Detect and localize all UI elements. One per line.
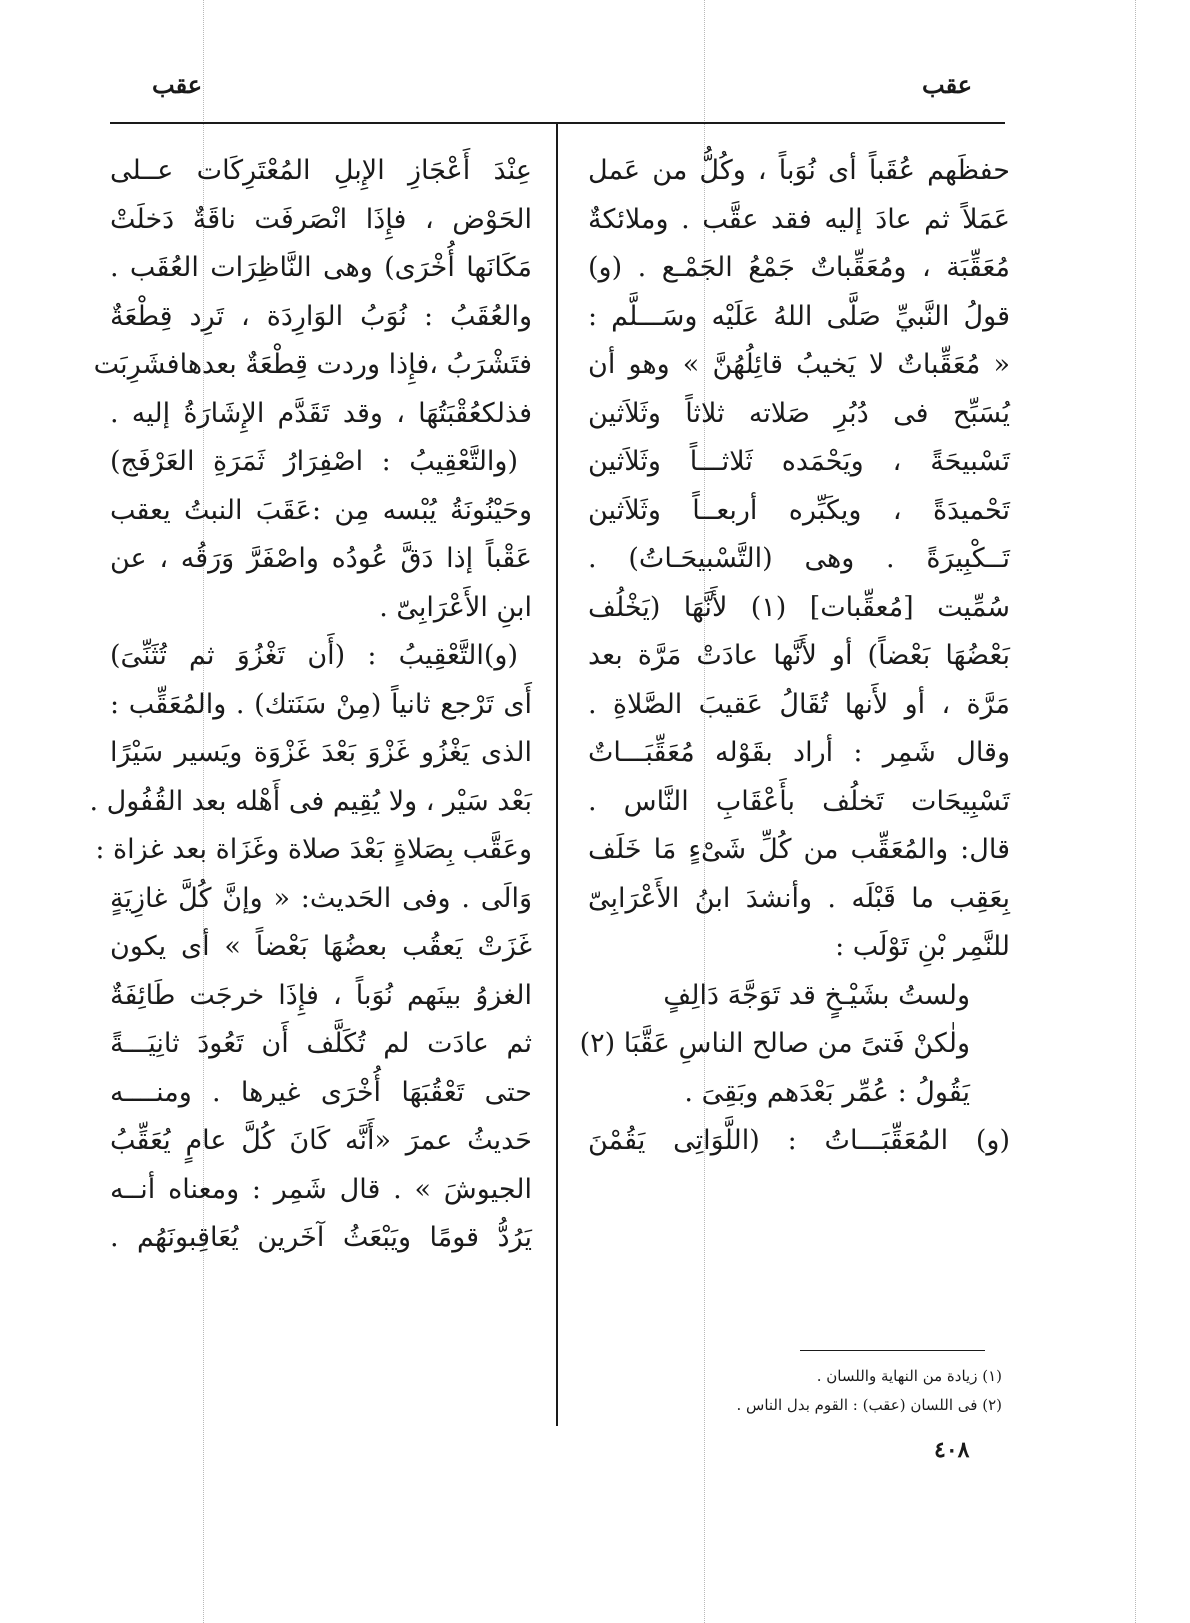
text-line: (و)التَّعْقِيبُ : (أَن تَغْزُوَ ثم تُثَنِّىَ) <box>110 640 518 671</box>
text-line: تَسْبيحَةً ، ويَحْمَده ثَلاثـــاً وثَلاَثين <box>588 446 1010 477</box>
text-line: تَــكْبِيرَةً . وهى (التَّسْبيحَـاتُ) . <box>588 543 1010 574</box>
text-line: قال: والمُعَقِّب من كُلِّ شَىْءٍ مَا خَلَف <box>588 834 1010 865</box>
text-line: ثم عادَت لم تُكَلَّف أَن تَعُودَ ثانِيَـــةً <box>110 1028 532 1059</box>
text-line: وعَقَّب بِصَلاةٍ بَعْدَ صلاة وغَزَاة بعد غزاة : <box>95 834 532 865</box>
text-line: فذلكعُقْبَتُهَا ، وقد تَقَدَّم الإِشَارَةُ إليه . <box>110 397 532 429</box>
poem-line: ولستُ بشَيْـخٍ قد تَوَجَّهَ دَالِفٍ <box>663 979 970 1011</box>
text-line: وحَيْنُونَةُ يُبْسه مِن :عَقَبَ النبتُ يعقب <box>110 494 532 526</box>
left-column <box>89 147 532 1263</box>
text-line: يَرُدُّ قومًا ويَبْعَثُ آخَرين يُعَاقِبونَهُم . <box>110 1222 532 1253</box>
text-line: تَحْميدَةً ، ويكَبِّره أربعــاً وثَلاَثين <box>588 494 1010 526</box>
text-line: الجيوشَ » . قال شَمِر : ومعناه أنــه <box>110 1173 532 1205</box>
text-line: حَديثُ عمرَ «أَنَّه كَانَ كُلَّ عامٍ يُعَقِّبُ <box>110 1125 532 1156</box>
footnote: (١) زيادة من النهاية واللسان . <box>816 1367 1002 1385</box>
footnotes <box>700 1362 1002 1420</box>
running-header-left: عقب <box>152 70 203 99</box>
column-divider <box>556 124 558 1426</box>
text-line: بِعَقِب ما قَبْلَه . وأنشدَ ابنُ الأَعْرَابِىّ <box>588 882 1010 914</box>
text-line: تَسْبِيحَات تَخلُف بأَعْقَابِ النَّاس . <box>588 785 1010 817</box>
right-column <box>579 147 1010 1166</box>
text-line: قولُ النَّبيِّ صَلَّى اللهُ عَلَيْه وسَـــلَّم : <box>588 300 1010 332</box>
text-line: سُمِّيت [مُعقِّبات] (١) لأَنَّهَا (يَخْلُف <box>588 591 1010 623</box>
scan-guide-line <box>1135 0 1136 1623</box>
text-line: مُعَقِّبَة ، ومُعَقِّباتٌ جَمْعُ الجَمْـع . (و) <box>588 252 1010 283</box>
footnote: (٢) فى اللسان (عقب) : القوم بدل الناس . <box>736 1396 1002 1414</box>
text-line: أَى تَرْجع ثانياً (مِنْ سَنَتك) . والمُعَقِّب : <box>110 688 532 720</box>
text-line: وَالَى . وفى الحَديث: « وإنَّ كُلَّ غازِيَةٍ <box>110 882 532 914</box>
footnote-rule <box>800 1350 985 1351</box>
text-line: فتَشْرَبُ ،فإِذا وردت قِطْعَةٌ بعدهافشَرِبَت <box>93 349 532 380</box>
text-line: مَكَانَها أُخْرَى) وهى النَّاظِرَات العُقَب . <box>110 252 532 283</box>
text-line: عِنْدَ أَعْجَازِ الإِبلِ المُعْتَرِكَات عــلى <box>110 155 532 186</box>
text-line: حفظَهم عُقَباً أى نُوَباً ، وكُلُّ من عَمل <box>588 155 1010 186</box>
text-line: مَرَّة ، أو لأَنها تُقَالُ عَقيبَ الصَّلاةِ . <box>588 688 1010 720</box>
poem-line: ولٰكنْ فَتىً من صالح الناسِ عَقَّبَا (٢) <box>579 1028 970 1059</box>
text-line: حتى تَعْقُبَهَا أُخْرَى غيرها . ومنــــه <box>110 1076 532 1108</box>
text-line: والعُقَبُ : نُوَبُ الوَارِدَة ، تَرِد قِطْعَةٌ <box>110 300 532 332</box>
text-line: يَقُولُ : عُمِّر بَعْدَهم وبَقِىَ . <box>684 1076 970 1108</box>
text-line: بَعْضُهَا بَعْضاً) أو لأَنَّها عادَتْ مَرَّة بعد <box>588 640 1010 671</box>
text-line: وقال شَمِر : أراد بقَوْله مُعَقِّبَـــاتٌ <box>588 737 1010 768</box>
text-line: ابنِ الأَعْرَابِىّ . <box>379 591 532 623</box>
text-line: الذى يَغْزُو غَزْوَ بَعْدَ غَزْوَة ويَسير سَيْرًا <box>110 737 532 768</box>
text-line: عَمَلاً ثم عادَ إليه فقد عقَّب . وملائكةٌ <box>588 203 1010 235</box>
running-header-right: عقب <box>922 70 973 99</box>
page-number: ٤٠٨ <box>934 1437 970 1463</box>
text-line: الغزوُ بينَهم نُوَباً ، فإِذَا خرجَت طَائِفَةٌ <box>110 979 532 1011</box>
text-line: « مُعَقِّباتٌ لا يَخيبُ قائِلُهُنَّ » وهو أن <box>588 349 1010 380</box>
text-line: غَزَتْ يَعقُب بعضُهَا بَعْضاً » أى يكون <box>110 931 532 962</box>
text-line: للنَّمِر بْنِ تَوْلَب : <box>835 931 1010 962</box>
text-line: الحَوْض ، فإِذَا انْصَرفَت ناقَةٌ دَخلَتْ <box>110 203 532 235</box>
text-line: (و) المُعَقِّبَـــاتُ : (اللَّوَاتِى يَقُمْنَ <box>588 1125 1010 1156</box>
text-line: (والتَّعْقِيبُ : اصْفِرَارُ ثَمَرَةِ العَرْفَج) <box>110 446 518 477</box>
text-line: عَقْباً إذا دَقَّ عُودُه واصْفَرَّ وَرَقُه ، عن <box>110 543 532 574</box>
text-line: بَعْد سَيْر ، ولا يُقِيم فى أَهْله بعد القُفُول . <box>89 785 532 817</box>
text-line: يُسَبِّح فى دُبُرِ صَلاته ثلاثاً وثَلاَثين <box>588 397 1010 429</box>
